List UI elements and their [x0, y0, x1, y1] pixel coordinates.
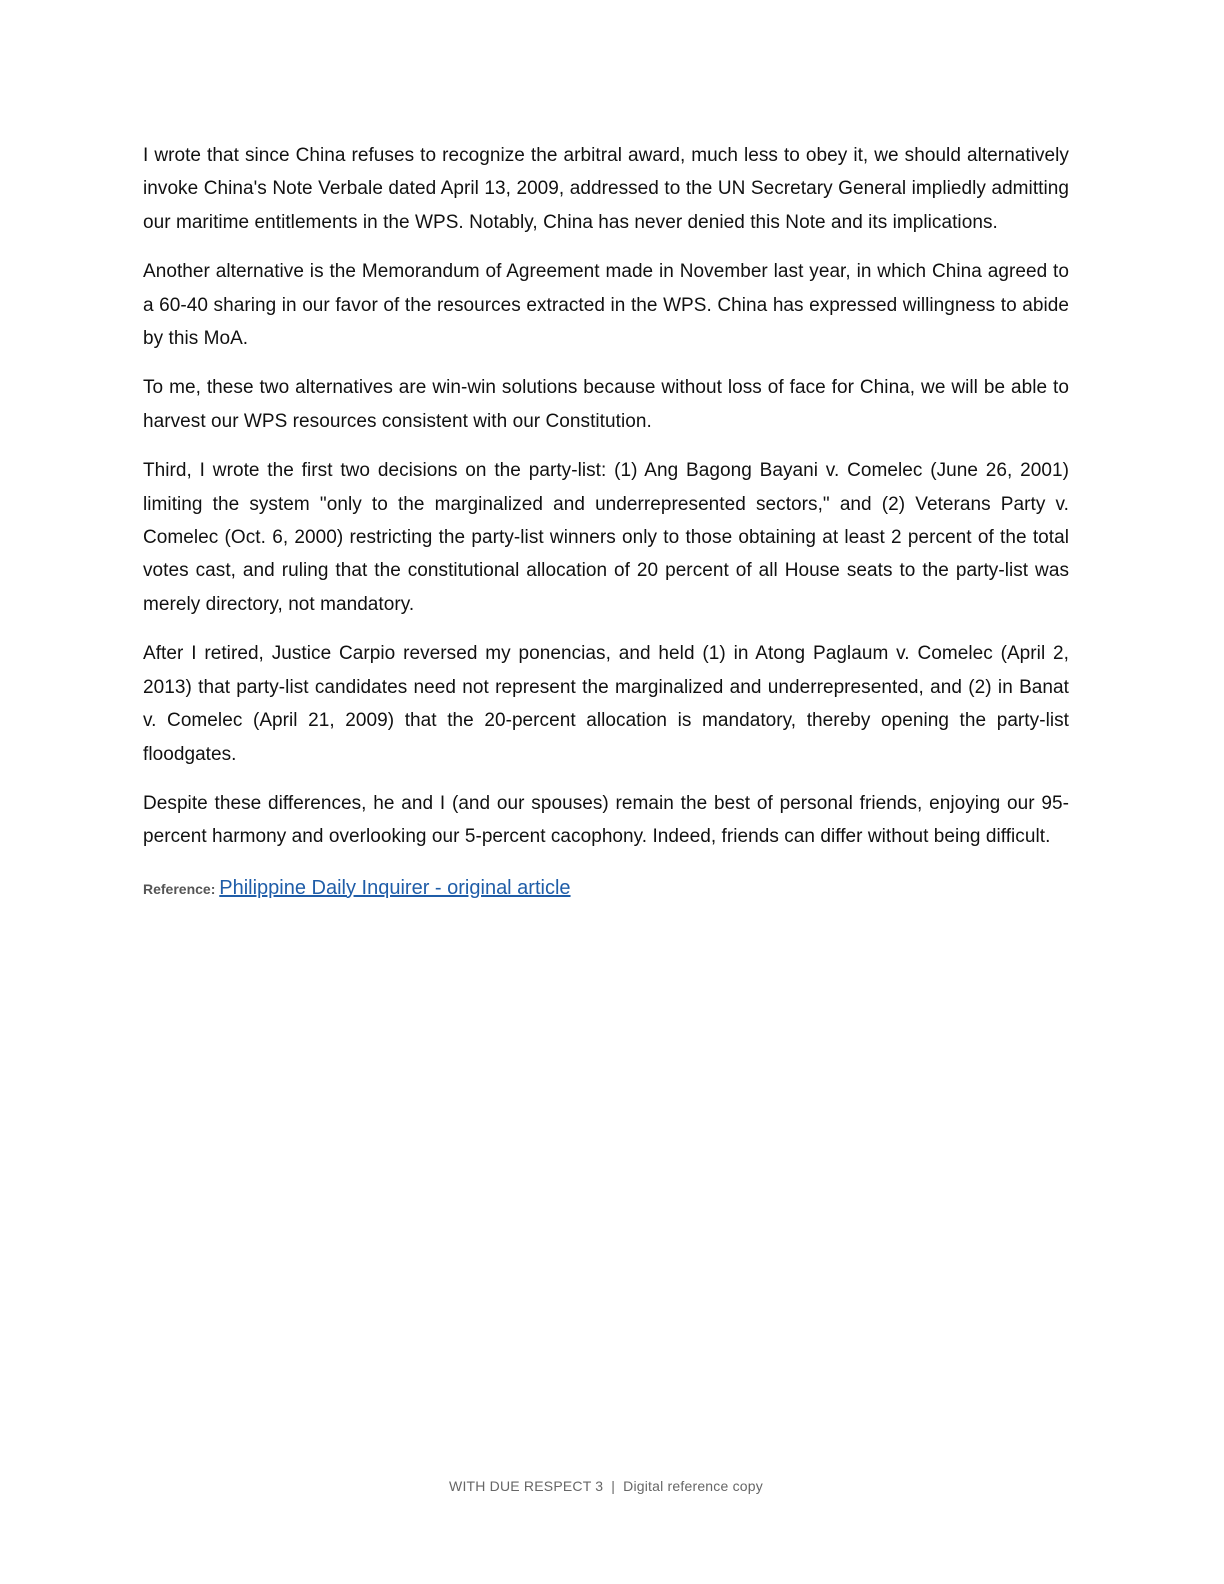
article-body [143, 139, 1069, 903]
article-paragraph-2: Another alternative is the Memorandum of Agreement made in November last year, in which China agreed to a 60-40 sharing in our favor of the resources extracted in the WPS. China has expressed willingness to abide by this MoA. [143, 261, 1069, 350]
article-paragraph-3: To me, these two alternatives are win-win solutions because without loss of face for China, we will be able to harvest our WPS resources consistent with our Constitution. [143, 377, 1069, 432]
footer-separator: | [611, 1478, 616, 1494]
article-paragraph-1: I wrote that since China refuses to recognize the arbitral award, much less to obey it, we should alternatively invoke China's Note Verbale dated April 13, 2009, addressed to the UN Secretary General impliedly admitting our maritime entitlements in the WPS. Notably, China has never denied this Note and its implications. [143, 145, 1069, 233]
article-paragraph-5: After I retired, Justice Carpio reversed my ponencias, and held (1) in Atong Paglaum v. Comelec (April 2, 2013) that party-list candidates need not represent the marginalized and underrepresented, and (2) in Banat v. Comelec (April 21, 2009) that the 20-percent allocation is mandatory, thereby opening the party-list floodgates. [143, 643, 1069, 765]
footer-subtitle: Digital reference copy [623, 1478, 763, 1494]
article-paragraph-4: Third, I wrote the first two decisions on the party-list: (1) Ang Bagong Bayani v. Comelec (June 26, 2001) limiting the system "only to the marginalized and underrepresented sectors," and (2) Veterans Party v. Comelec (Oct. 6, 2000) restricting the party-list winners only to those obtaining at least 2 percent of the total votes cast, and ruling that the constitutional allocation of 20 percent of all House seats to the party-list was merely directory, not mandatory. [143, 460, 1069, 615]
footer-title: WITH DUE RESPECT 3 [449, 1478, 604, 1494]
page-footer [0, 1478, 1212, 1494]
reference-label: Reference: [143, 880, 216, 897]
reference-line [143, 874, 1069, 903]
article-paragraph-6: Despite these differences, he and I (and our spouses) remain the best of personal friends, enjoying our 95-percent harmony and overlooking our 5-percent cacophony. Indeed, friends can differ without being difficult. [143, 792, 1069, 848]
reference-link[interactable]: Philippine Daily Inquirer - original article [219, 876, 571, 899]
